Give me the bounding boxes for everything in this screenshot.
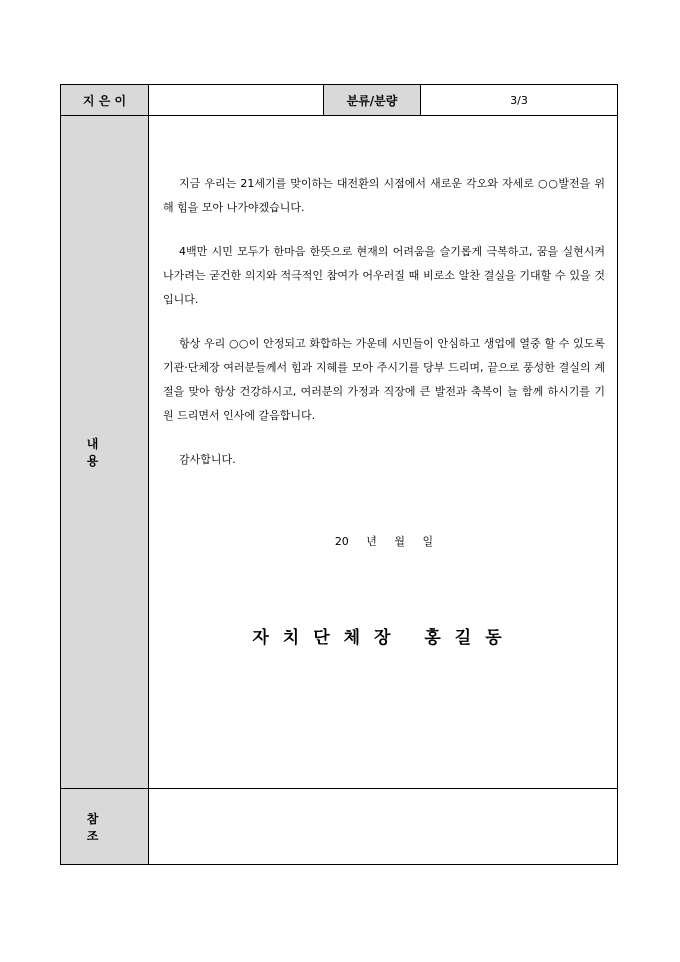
category-label: 분류/분량	[324, 85, 421, 116]
paragraph-4: 감사합니다.	[179, 453, 236, 466]
signer-name: 자치단체장 홍길동	[252, 628, 516, 648]
paragraph-2: 4백만 시민 모두가 한마음 한뜻으로 현재의 어려움을 슬기롭게 극복하고, 꿈을 실현시켜 나가려는 굳건한 의지와 적극적인 참여가 어우러질 때 비로소 알찬 결실을 기대할 수 있을 것입니다.	[163, 245, 605, 306]
reference-label: 참 조	[61, 789, 149, 865]
date-line: 20 년 월 일	[334, 535, 434, 548]
content-label: 내 용	[61, 116, 149, 789]
reference-value	[149, 789, 618, 865]
content-row	[61, 116, 618, 789]
author-value	[149, 85, 324, 116]
paragraph-3: 항상 우리 ○○이 안정되고 화합하는 가운데 시민들이 안심하고 생업에 열중 할 수 있도록 기관·단체장 여러분들께서 힘과 지혜를 모아 주시기를 당부 드리며, 끝으로 풍성한 결실의 계절을 맞아 항상 건강하시고, 여러분의 가정과 직장에 큰 발전과 축복이 늘 함께 하시기를 기원 드리면서 인사에 갈음합니다.	[163, 337, 605, 422]
category-value: 3/3	[421, 85, 618, 116]
reference-row	[61, 789, 618, 865]
header-row	[61, 85, 618, 116]
paragraph-1: 지금 우리는 21세기를 맞이하는 대전환의 시점에서 새로운 각오와 자세로 ○○발전을 위해 힘을 모아 나가야겠습니다.	[163, 177, 605, 214]
document-form-table	[60, 84, 618, 865]
content-body	[149, 116, 618, 789]
author-label: 지 은 이	[61, 85, 149, 116]
